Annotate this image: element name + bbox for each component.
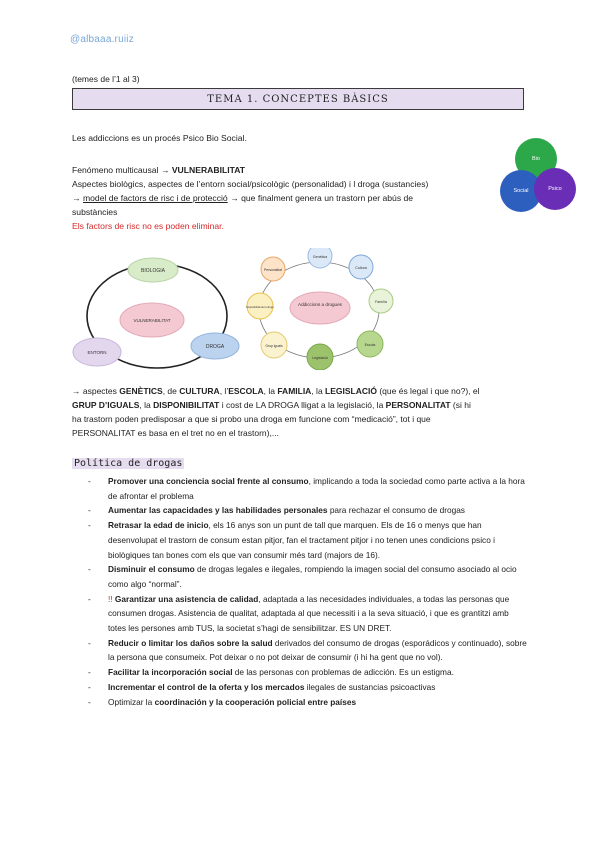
multicausal-line4: substàncies	[72, 207, 118, 217]
aspect-grup-iguals: GRUP D’IGUALS	[72, 400, 140, 410]
item-pre: Optimizar la	[108, 696, 155, 707]
multicausal-line2: Aspectes biològics, aspectes de l’entorn social/psicològic (personalidad) i l droga (sustancies)	[72, 179, 429, 189]
aspect-genetics: GENÈTICS	[119, 386, 163, 396]
venn-label-bio: Bio	[532, 156, 540, 162]
aspects-text-7: , la	[139, 400, 154, 410]
item-rest: , els 16 anys son un punt de tall que marquen. Els de 16 o menys que han desenvolupat el trastorn de consum estan pitjor, fan el tractament pitjor i no tenen unes condicions psico i biològiques tan bones com els que van consumir més tard (majors de 16).	[108, 520, 495, 560]
list-item	[88, 695, 528, 710]
item-bold: Retrasar la edad de inicio	[108, 520, 209, 531]
list-item	[88, 518, 528, 562]
item-rest: de drogas legales e ilegales, rompiendo la imagen social del consumo asociado al ocio como algo “normal”.	[108, 564, 517, 589]
arrow-text: →	[72, 193, 83, 203]
list-dash: -	[88, 696, 91, 707]
vulnerabilitat-keyword: VULNERABILITAT	[171, 165, 246, 175]
item-bold: Aumentar las capacidades y las habilidades personales	[108, 505, 328, 516]
list-dash: -	[88, 637, 91, 648]
node-entorn-label: ENTORN	[87, 350, 107, 355]
red-note: Els factors de risc no es poden eliminar.	[72, 221, 224, 231]
aspects-text-1: → aspectes	[72, 386, 120, 396]
center-node	[290, 292, 350, 324]
multicausal-prefix: Fenómeno multicausal →	[72, 165, 172, 175]
aspect-disponibilitat: DISPONIBILITAT	[153, 400, 220, 410]
item-bold: Facilitar la incorporación social	[108, 667, 233, 678]
list-item	[88, 592, 528, 636]
node-vulnerabilitat-label: VULNERABILITAT	[133, 318, 171, 323]
venn-circle-psico	[534, 168, 576, 210]
item-bold: coordinación y la cooperación policial entre países	[154, 696, 357, 707]
item-bold: Promover una conciencia social frente al consumo	[108, 476, 309, 486]
node-legislacio-label: Legislació	[312, 356, 328, 360]
node-personalitat-label: Personalitat	[264, 268, 282, 272]
item-bold: Disminuir el consumo	[108, 564, 195, 575]
node-cultura-label: Cultura	[355, 266, 367, 270]
aspects-text-6: (que és legal i que no?), el	[376, 386, 480, 396]
list-item	[88, 503, 528, 518]
multicausal-line1	[72, 163, 492, 177]
vulnerability-diagram	[72, 250, 242, 380]
list-dash: -	[88, 667, 91, 678]
center-node-label: Addiccions a drogues	[298, 302, 342, 307]
list-dash: -	[88, 564, 91, 575]
list-item	[88, 636, 528, 665]
list-item	[88, 562, 528, 591]
item-rest: de las personas con problemas de adicción. Es un estigma.	[232, 667, 454, 678]
list-dash: -	[88, 505, 91, 516]
item-rest: derivados del consumo de drogas (esporádicos y continuado), sobre la persona que consumeix. Pot deixar o no pot deixar de consumir (i hi ha gent que no vol).	[108, 637, 527, 663]
venn-label-social: Social	[513, 188, 529, 194]
aspects-text-9: (si hi	[450, 400, 471, 410]
list-dash: -	[88, 476, 91, 486]
aspects-paragraph	[72, 384, 532, 440]
warning-marker: !!	[108, 593, 115, 604]
aspects-line-4: PERSONALITAT es basa en el tret no en el trastorn),...	[72, 428, 279, 438]
node-biologia-label: BIOLOGIA	[141, 268, 165, 274]
aspect-personalitat: PERSONALITAT	[385, 400, 451, 410]
item-bold: Garantizar una asistencia de calidad	[114, 593, 259, 604]
author-handle: @albaaa.ruiiz	[70, 34, 134, 45]
list-dash: -	[88, 681, 91, 692]
item-bold: Reducir o limitar los daños sobre la salud	[108, 637, 273, 648]
list-dash: -	[88, 593, 91, 604]
aspects-text-8: i cost de LA DROGA lligat a la legislació, la	[219, 400, 386, 410]
page-title-text: TEMA 1. CONCEPTES BÀSICS	[207, 93, 389, 105]
item-rest: , implicando a toda la sociedad como parte activa a la hora de afrontar el problema	[108, 476, 525, 501]
list-item	[88, 665, 528, 680]
aspect-cultura: CULTURA	[179, 386, 220, 396]
aspects-line-3: ha trastorn poden predisposar a que si probo una droga em funcione com “medicació”, tot i que	[72, 414, 431, 424]
aspects-text-4: , la	[263, 386, 278, 396]
item-rest: para rechazar el consumo de drogas	[327, 505, 465, 516]
model-rest: → que finalment genera un trastorn per abús de	[227, 193, 414, 203]
aspects-text-3: , l’	[219, 386, 229, 396]
aspects-text-5: , la	[311, 386, 326, 396]
list-item	[88, 680, 528, 695]
node-grup-iguals-label: Grup iguals	[265, 344, 283, 348]
item-rest: , adaptada a las necesidades individuales, a todas las personas que consumen drogas. Asistencia de qualitat, adaptada al que necessiti i a la seva situació, i que es grantitzi amb totes les persones amb TUS, la societat s’hagi de sensibilitzar. ES UN DRET.	[108, 593, 510, 634]
multicausal-line3	[72, 191, 492, 205]
subtitle: (temes de l’1 al 3)	[72, 74, 140, 84]
addiction-factors-diagram	[240, 248, 398, 370]
aspects-text-2: , de	[162, 386, 180, 396]
list-item	[88, 474, 528, 503]
aspect-familia: FAMILIA	[277, 386, 312, 396]
item-bold: Incrementar el control de la oferta y los mercados	[108, 681, 305, 692]
model-text: model de factors de risc i de protecció	[82, 193, 228, 203]
item-rest: ilegales de sustancias psicoactivas	[304, 681, 436, 692]
section-title: Política de drogas	[74, 458, 183, 469]
list-dash: -	[88, 520, 91, 531]
multicausal-block	[72, 163, 492, 233]
page-title	[72, 88, 524, 110]
node-genetica-label: Genètica	[312, 255, 328, 259]
node-disponibilitat-label: Disponibilitat de la droga	[246, 306, 274, 309]
node-droga-label: DROGA	[205, 344, 225, 350]
node-familia-label: Família	[375, 300, 387, 304]
intro-text: Les addiccions es un procés Psico Bio Social.	[72, 133, 247, 143]
node-escola-label: Escola	[364, 343, 376, 347]
policy-list	[88, 474, 528, 709]
venn-label-psico: Psico	[548, 186, 562, 192]
aspect-escola: ESCOLA	[228, 386, 264, 396]
aspect-legislacio: LEGISLACIÓ	[325, 386, 377, 396]
